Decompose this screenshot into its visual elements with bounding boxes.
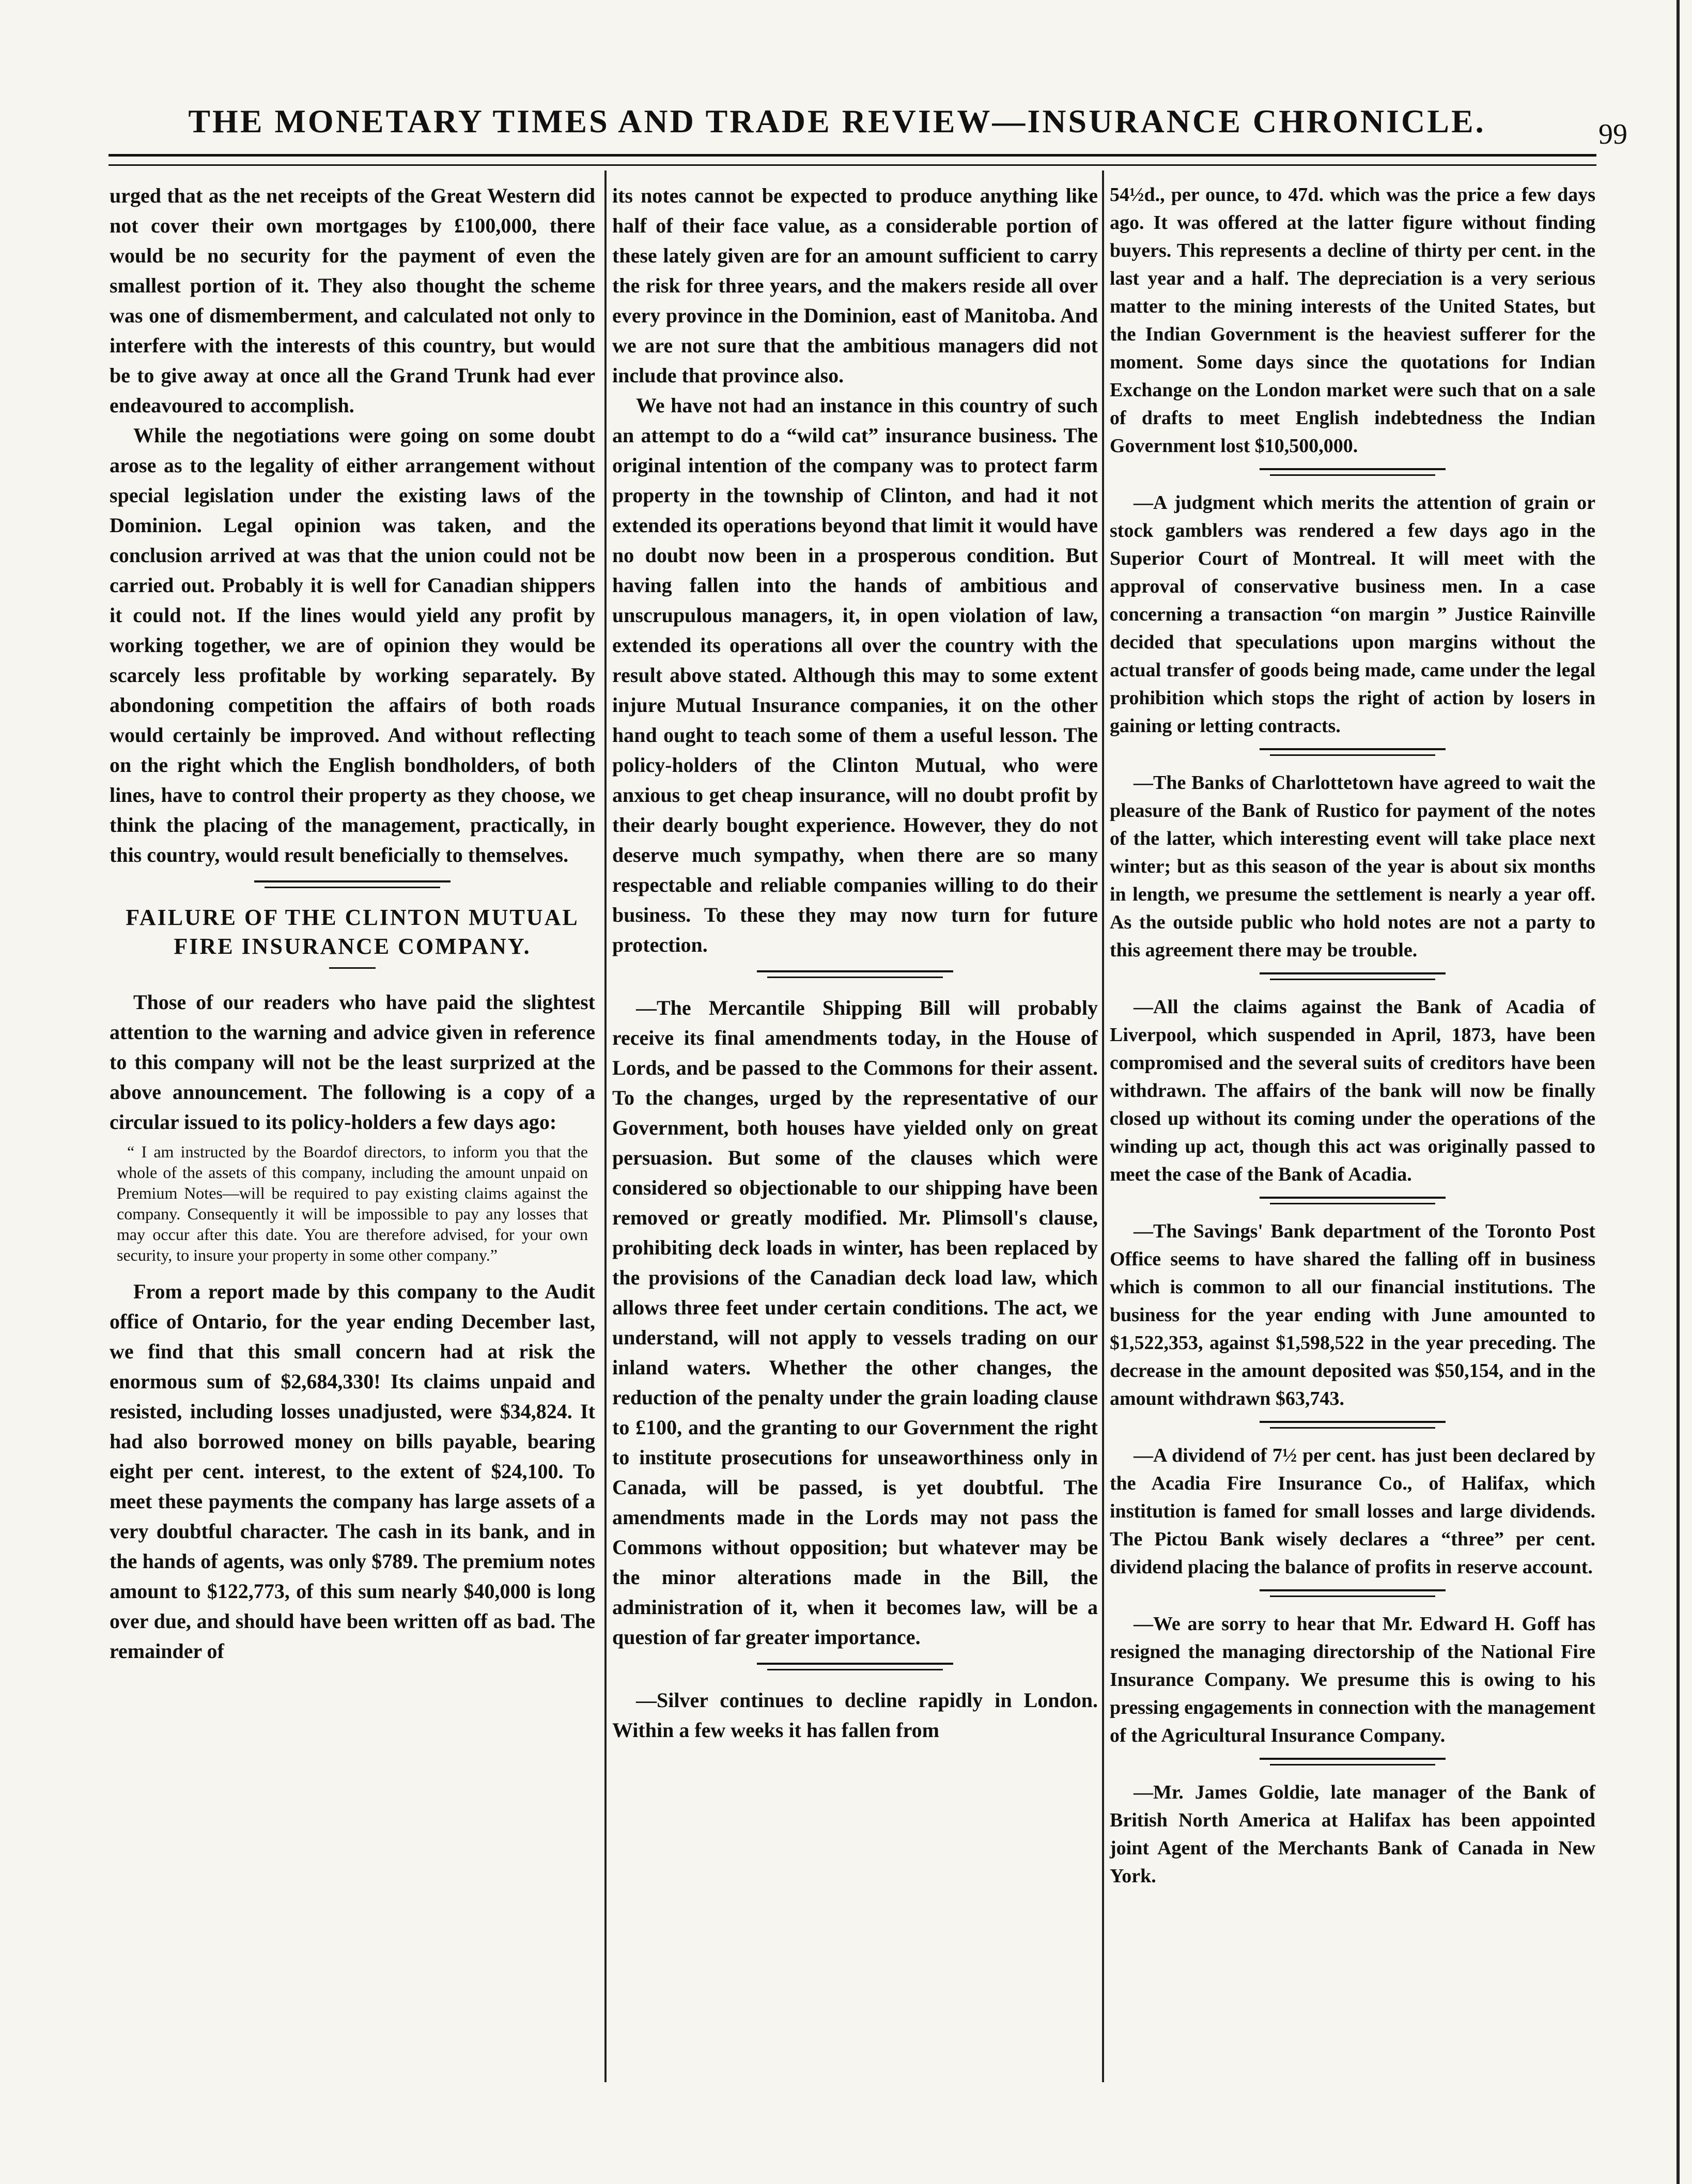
article-heading: FAILURE OF THE CLINTON MUTUAL FIRE INSURANCE COMPANY.	[126, 905, 579, 959]
masthead-title: THE MONETARY TIMES AND TRADE REVIEW—INSURANCE CHRONICLE.	[188, 103, 1486, 140]
col3-paragraph-8: —Mr. James Goldie, late manager of the Bank of British North America at Halifax has been appointed joint Agent of the Merchants Bank of Canada in New York.	[1110, 1782, 1595, 1887]
section-separator	[1260, 745, 1446, 761]
section-separator	[1260, 1418, 1446, 1433]
section-separator	[1260, 1586, 1446, 1602]
col1-paragraph-3: Those of our readers who have paid the slightest attention to the warning and advice given in reference to this company will not be the least surprized at the above announcement. The following is a copy of a circular issued to its policy-holders a few days ago:	[110, 990, 595, 1134]
col1-paragraph-1: urged that as the net receipts of the Great Western did not cover their own mortgages by £100,000, there would be no security for the payment of even the smallest portion of it. They also thought the scheme was one of dismemberment, and calculated not only to interfere with the interests of this country, but would be to give away at once all the Grand Trunk had ever endeavoured to accomplish.	[110, 184, 595, 417]
col1-paragraph-2: While the negotiations were going on some doubt arose as to the legality of either arrangement without special legislation under the existing laws of the Dominion. Legal opinion was taken, and the conclusion arrived at was that the union could not be carried out. Probably it is well for Canadian shippers it could not. If the lines would yield any profit by working together, we are of opinion they would be scarcely less profitable by working separately. By abondoning competition the affairs of both roads would certainly be improved. And without reflecting on the right which the English bondholders, of both lines, have to control their property as they choose, we think the placing of the management, practically, in this country, would result beneficially to themselves.	[110, 424, 595, 866]
section-separator	[1260, 1194, 1446, 1209]
section-separator	[1260, 969, 1446, 985]
page-edge-line	[1677, 0, 1680, 2184]
page-number: 99	[1598, 118, 1627, 150]
col3-paragraph-3: —The Banks of Charlottetown have agreed to wait the pleasure of the Bank of Rustico for payment of the notes of the latter, which interesting event will take place next winter; but as this season of the year is about six months in length, we presume the settlement is nearly a year off. As the outside public who hold notes are not a party to this agreement there may be trouble.	[1110, 772, 1595, 961]
circular-quote: “ I am instructed by the Boardof directors, to inform you that the whole of the assets of this company, including the amount unpaid on Premium Notes—will be required to pay existing claims against the company. Consequently it will be impossible to pay any losses that may occur after this date. You are therefore advised, for your own security, to insure your property in some other company.”	[117, 1142, 588, 1264]
column-3	[1110, 181, 1595, 1890]
col2-paragraph-4: —Silver continues to decline rapidly in London. Within a few weeks it has fallen from	[612, 1689, 1098, 1742]
masthead-rule	[108, 154, 1596, 157]
col3-paragraph-6: —A dividend of 7½ per cent. has just been declared by the Acadia Fire Insurance Co., of Halifax, which institution is famed for small losses and large dividends. The Pictou Bank wisely declares a “three” per cent. dividend placing the balance of profits in reserve account.	[1110, 1445, 1595, 1578]
section-separator	[757, 1660, 953, 1675]
section-separator	[1260, 465, 1446, 481]
heading-dash	[329, 967, 376, 969]
col3-paragraph-2: —A judgment which merits the attention of grain or stock gamblers was rendered a few days ago in the Superior Court of Montreal. It will meet with the approval of conservative business men. In a case concerning a transaction “on margin ” Justice Rainville decided that speculations upon margins without the actual transfer of goods being made, came under the legal prohibition which stops the right of action by losers in gaining or letting contracts.	[1110, 492, 1595, 737]
col3-paragraph-5: —The Savings' Bank department of the Toronto Post Office seems to have shared the falling off in business which is common to all our financial institutions. The business for the year ending with June amounted to $1,522,353, against $1,598,522 in the year preceding. The decrease in the amount deposited was $50,154, and in the amount withdrawn $63,743.	[1110, 1220, 1595, 1409]
column-rule-2	[1102, 171, 1104, 2082]
col2-paragraph-3: —The Mercantile Shipping Bill will probably receive its final amendments today, in the House of Lords, and be passed to the Commons for their assent. To the changes, urged by the representative of our Government, both houses have yielded only on great persuasion. But some of the clauses which were considered so objectionable to our shipping have been removed or greatly modified. Mr. Plimsoll's clause, prohibiting deck loads in winter, has been replaced by the provisions of the Canadian deck load law, which allows three feet under certain conditions. The act, we understand, will not apply to vessels trading on our inland waters. Whether the other changes, the reduction of the penalty under the grain loading clause to £100, and the granting to our Government the right to institute prosecutions for unseaworthiness only in Canada, will be passed, is yet doubtful. The amendments made in the Lords may not pass the Commons without opposition; but whatever may be the minor alterations made in the Bill, the administration of it, when it becomes law, will be a question of far greater importance.	[612, 996, 1098, 1649]
col2-paragraph-1: its notes cannot be expected to produce anything like half of their face value, as a considerable portion of these lately given are for an amount sufficient to carry the risk for three years, and the makers reside all over every province in the Dominion, east of Manitoba. And we are not sure that the ambitious managers did not include that province also.	[612, 184, 1098, 387]
col3-paragraph-7: —We are sorry to hear that Mr. Edward H. Goff has resigned the managing directorship of the National Fire Insurance Company. We presume this is owing to his pressing engagements in connection with the management of the Agricultural Insurance Company.	[1110, 1613, 1595, 1746]
col3-paragraph-4: —All the claims against the Bank of Acadia of Liverpool, which suspended in April, 1873, have been compromised and the several suits of creditors have been withdrawn. The affairs of the bank will now be finally closed up without its coming under the operations of the winding up act, though this act was originally passed to meet the case of the Bank of Acadia.	[1110, 996, 1595, 1185]
col3-paragraph-1: 54½d., per ounce, to 47d. which was the price a few days ago. It was offered at the latter figure without finding buyers. This represents a decline of thirty per cent. in the last year and a half. The depreciation is a very serious matter to the mining interests of the United States, but the Indian Government is the heaviest sufferer for the moment. Some days since the quotations for Indian Exchange on the London market were such that on a sale of drafts to meet English indebtedness the Indian Government lost $10,500,000.	[1110, 184, 1595, 457]
column-1	[110, 181, 595, 1666]
column-rule-1	[604, 171, 607, 2082]
section-separator	[254, 877, 451, 893]
masthead-rule-thin	[108, 164, 1596, 166]
col1-paragraph-4: From a report made by this company to the Audit office of Ontario, for the year ending December last, we find that this small concern had at risk the enormous sum of $2,684,330! Its claims unpaid and resisted, including losses unadjusted, were $34,824. It had also borrowed money on bills payable, bearing eight per cent. interest, to the extent of $24,100. To meet these payments the company has large assets of a very doubtful character. The cash in its bank, and in the hands of agents, was only $789. The premium notes amount to $122,773, of this sum nearly $40,000 is long over due, and should have been written off as bad. The remainder of	[110, 1280, 595, 1663]
section-separator	[757, 967, 953, 983]
col2-paragraph-2: We have not had an instance in this country of such an attempt to do a “wild cat” insurance business. The original intention of the company was to protect farm property in the township of Clinton, and had it not extended its operations beyond that limit it would have no doubt now been in a prosperous condition. But having fallen into the hands of ambitious and unscrupulous managers, it, in open violation of law, extended its operations all over the country with the result above stated. Although this may to some extent injure Mutual Insurance companies, it on the other hand ought to teach some of them a useful lesson. The policy-holders of the Clinton Mutual, who were anxious to get cheap insurance, will no doubt profit by their dearly bought experience. However, they do not deserve much sympathy, when there are so many respectable and reliable companies willing to do their business. To these they may now turn for future protection.	[612, 394, 1098, 956]
column-2	[612, 181, 1098, 1745]
section-separator	[1260, 1755, 1446, 1770]
